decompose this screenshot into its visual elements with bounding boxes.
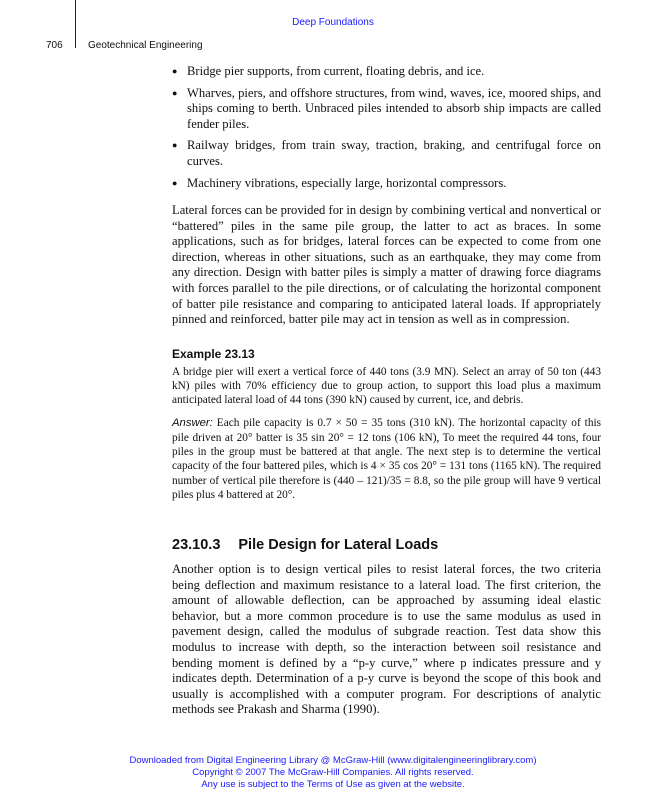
list-item: ● Bridge pier supports, from current, floating debris, and ice. [172, 64, 601, 80]
list-item: ● Railway bridges, from train sway, traction, braking, and centrifugal force on curves. [172, 138, 601, 169]
section-title: Pile Design for Lateral Loads [238, 537, 439, 553]
list-item: ● Machinery vibrations, especially large, horizontal compressors. [172, 176, 601, 192]
example-problem: A bridge pier will exert a vertical force of 440 tons (3.9 MN). Select an array of 50 ton (443 kN) piles with 70% efficiency due to group action, to support this load plus a maximum anticipated lateral load of 44 tons (390 kN) caused by current, ice, and debris. [172, 365, 601, 407]
running-title[interactable]: Deep Foundations [292, 17, 374, 28]
example-answer [172, 416, 601, 502]
footer [0, 755, 666, 792]
paragraph: Another option is to design vertical piles to resist lateral forces, the two criteria being deflection and maximum resistance to a lateral load. The first criterion, the amount of allowable deflection, can be approached by assuming ideal elastic behavior, but a more common procedure is to use the same modulus as used in pavement design, called the modulus of subgrade reaction. Test data show this modulus to increase with depth, so the interaction between soil resistance and bending moment is defined by a “p-y curve,” where p indicates pressure and y indicates depth. Determination of a p-y curve is beyond the scope of this book and usually is accomplished with a computer program. For descriptions of analytic methods see Prakash and Sharma (1990). [172, 562, 601, 717]
bullet-list-container [172, 64, 601, 197]
footer-terms[interactable]: Any use is subject to the Terms of Use as given at the website. [201, 779, 465, 791]
lateral-forces-paragraph [172, 203, 601, 328]
bullet-list [172, 64, 601, 191]
example-block [172, 347, 601, 502]
page-number: 706 [46, 40, 63, 51]
footer-copyright[interactable]: Copyright © 2007 The McGraw-Hill Companies. All rights reserved. [192, 767, 474, 779]
paragraph: Lateral forces can be provided for in design by combining vertical and nonvertical or “battered” piles in the same pile group, the latter to act as braces. In some applications, such as for bridges, lateral forces can be expected to come from one direction, whereas in other situations, such as an earthquake, they may come from any direction. Design with batter piles is simply a matter of drawing force diagrams with forces parallel to the pile directions, or of calculating the horizontal component of batter pile resistance and comparing to anticipated lateral loads. If appropriately pinned and reinforced, batter pile may act in tension as well as in compression. [172, 203, 601, 327]
list-item: ● Wharves, piers, and offshore structures, from wind, waves, ice, moored ships, and ships coming to berth. Unbraced piles intended to absorb ship impacts are called fender piles. [172, 86, 601, 133]
section-heading [172, 537, 438, 553]
example-heading: Example 23.13 [172, 347, 255, 361]
section-body [172, 562, 601, 718]
section-number: 23.10.3 [172, 537, 221, 553]
answer-text: Each pile capacity is 0.7 × 50 = 35 tons (310 kN). The horizontal capacity of this pile driven at 20° batter is 35 sin 20° = 12 tons (106 kN), To meet the required 44 tons, four piles in the group must be battered at that angle. The next step is to determine the vertical capacity of the four battered piles, which is 4 × 35 cos 20° = 131 tons (1165 kN). The required number of vertical pile therefore is (440 – 121)/35 = 8.8, so the pile group will have 9 vertical piles plus 4 battered at 20°. [172, 417, 602, 501]
footer-download-link[interactable]: Downloaded from Digital Engineering Library @ McGraw-Hill (www.digitalengineeringlibrary.com) [129, 755, 537, 766]
answer-label: Answer: [172, 417, 213, 430]
book-title: Geotechnical Engineering [88, 40, 203, 51]
